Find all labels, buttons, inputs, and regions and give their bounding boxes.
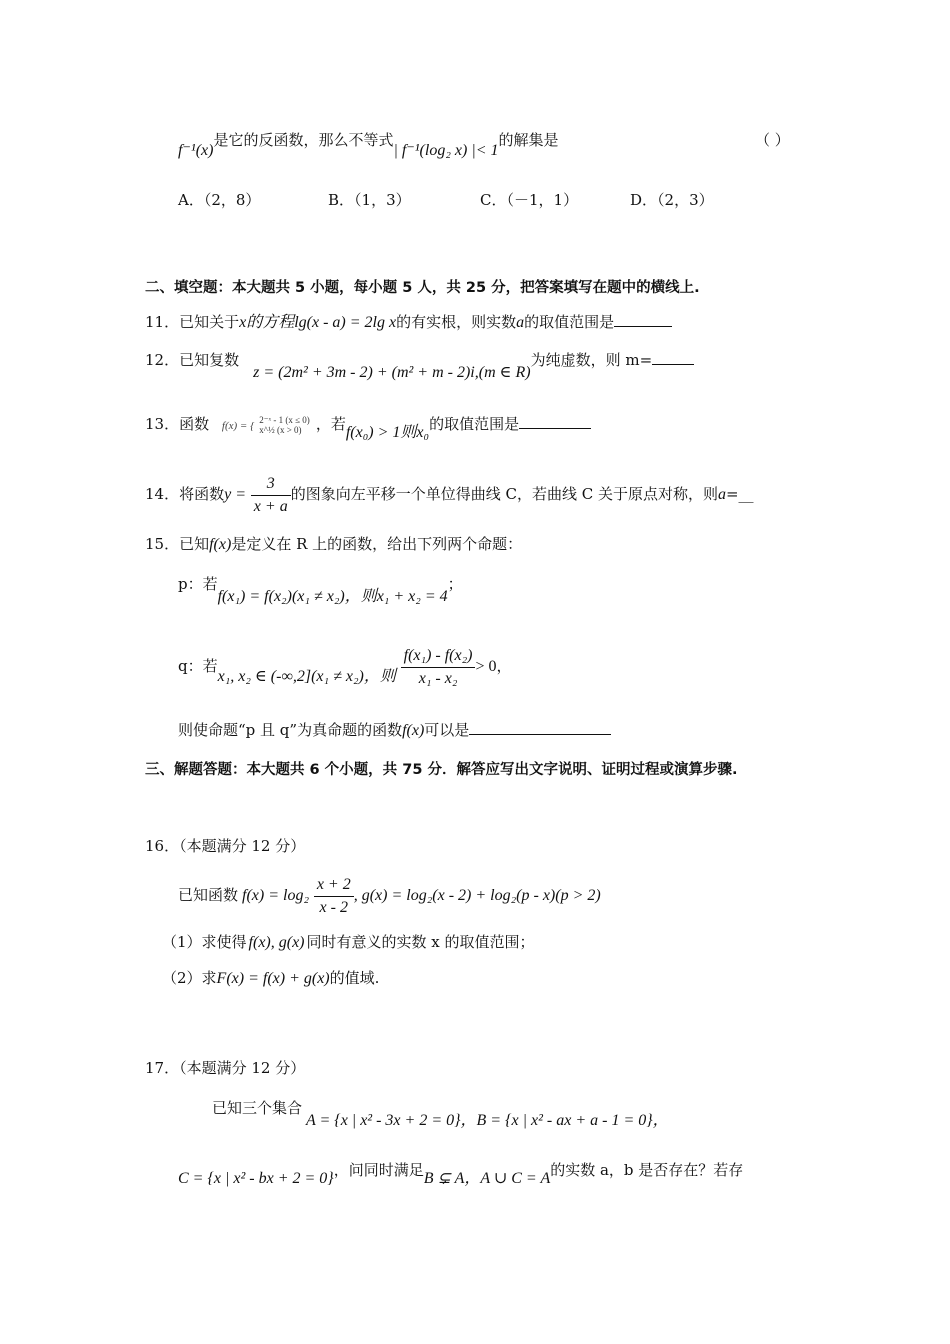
option-b: B．（1，3）	[328, 191, 411, 209]
q16-fraction	[314, 876, 354, 917]
q11-answer-blank[interactable]	[614, 312, 672, 327]
q16-g-math: , g(x) = log₂(x - 2) + log₂(p - x)(p > 2)	[353, 887, 601, 904]
answer-paren: （ ）	[755, 131, 790, 149]
math-finv: f⁻¹(x)	[178, 142, 214, 159]
q16-stem	[178, 872, 601, 919]
q10-text1: 是它的反函数，那么不等式	[213, 131, 394, 149]
section-2-heading: 二、填空题：本大题共 5 小题，每小题 5 人，共 25 分，把答案填写在题中的横线上.	[145, 280, 700, 296]
q15-number: 15．	[145, 535, 180, 553]
q13-text2: ，若	[315, 415, 346, 433]
q16-part1-text-a: （1）求使得	[162, 933, 247, 951]
q17-header: 17．（本题满分 12 分）	[145, 1059, 306, 1077]
q15-q-end: ，	[496, 657, 512, 675]
q17-stem-line2	[178, 1160, 744, 1187]
q15-text1: 已知	[179, 535, 210, 553]
q11-var: a	[516, 314, 525, 331]
q13-piecewise	[259, 415, 310, 435]
q14-frac-den: x + a	[253, 497, 288, 515]
question-13	[145, 414, 591, 441]
q14-number: 14．	[145, 485, 180, 503]
option-c: C．（－1，1）	[480, 191, 579, 209]
question-14	[145, 474, 754, 516]
q16-f-math: f(x) = log₂	[242, 887, 310, 904]
q15-conclusion-text2: 可以是	[424, 721, 470, 739]
q15-q-frac-den: x₁ - x₂	[418, 669, 458, 687]
q11-text1: 已知关于	[179, 313, 240, 331]
q17-stem-line1	[212, 1098, 669, 1129]
q15-q-fraction	[401, 647, 476, 688]
q15-conclusion	[178, 720, 611, 741]
q15-p-end: ；	[447, 575, 463, 593]
question-15	[145, 534, 522, 555]
q16-part1-math: f(x), g(x)	[248, 934, 305, 951]
math-inequality: | f⁻¹(log₂ x) |< 1	[393, 142, 499, 159]
q11-text2: 的有实根，则实数	[396, 313, 517, 331]
q10-stem	[178, 130, 559, 159]
q14-frac-num: 3	[251, 475, 291, 496]
q15-q-frac-num: f(x₁) - f(x₂)	[401, 647, 476, 668]
q14-a: a	[717, 486, 726, 503]
q13-func: f(x) = {	[221, 420, 255, 432]
q16-part-2	[162, 968, 379, 989]
q12-math: z = (2m² + 3m - 2) + (m² + m - 2)i,(m ∈ R)	[253, 364, 531, 381]
q13-text1: 函数	[179, 415, 210, 433]
q13-number: 13．	[145, 415, 180, 433]
q15-q-math: x₁, x₂ ∈ (-∞,2](x₁ ≠ x₂)，则	[217, 668, 396, 685]
question-12	[145, 350, 694, 381]
q15-f: f(x)	[209, 536, 232, 553]
q13-piece-top: 2⁻ˣ - 1 (x ≤ 0)	[259, 415, 310, 425]
q11-math: x的方程lg(x - a) = 2lg x	[239, 314, 397, 331]
q14-fraction	[251, 475, 291, 516]
q15-q-label: q：若	[178, 657, 218, 675]
q13-piece-bottom: x^½ (x > 0)	[259, 425, 302, 435]
q14-text2: 的图象向左平移一个单位得曲线 C，若曲线 C 关于原点对称，则	[290, 485, 718, 503]
q12-number: 12．	[145, 351, 180, 369]
q16-part1-text-b: 同时有意义的实数 x 的取值范围；	[306, 933, 535, 951]
q16-part2-text-b: 的值域.	[329, 969, 380, 987]
q13-answer-blank[interactable]	[519, 414, 591, 429]
q14-text3: =__	[725, 485, 754, 503]
q14-text1: 将函数	[179, 485, 225, 503]
q17-condition: B ⊊ A，A ∪ C = A	[423, 1170, 551, 1187]
q15-p-label: p：若	[178, 575, 218, 593]
q14-y: y =	[224, 486, 247, 503]
q13-cond: f(x₀) > 1则x₀	[345, 424, 430, 441]
q15-text2: 是定义在 R 上的函数，给出下列两个命题：	[231, 535, 523, 553]
q17-text2: ，问同时满足	[333, 1161, 424, 1179]
q13-text3: 的取值范围是	[429, 415, 520, 433]
q16-part2-text-a: （2）求	[162, 969, 217, 987]
q11-number: 11．	[145, 313, 180, 331]
q12-text2: 为纯虚数，则 m=	[530, 351, 653, 369]
option-a: A．（2，8）	[178, 191, 261, 209]
q16-text1: 已知函数	[178, 886, 239, 904]
section-3-heading: 三、解题答题：本大题共 6 个小题，共 75 分．解答应写出文字说明、证明过程或演算步骤.	[145, 762, 738, 778]
q15-q-tail: > 0	[475, 658, 497, 675]
q16-frac-num: x + 2	[314, 876, 354, 897]
q16-part2-math: F(x) = f(x) + g(x)	[216, 970, 330, 987]
option-d: D．（2，3）	[630, 191, 714, 209]
q10-text2: 的解集是	[498, 131, 559, 149]
q15-answer-blank[interactable]	[469, 720, 611, 735]
q15-proposition-q	[178, 644, 512, 689]
q12-text1: 已知复数	[179, 351, 240, 369]
q16-part-1	[162, 932, 535, 953]
question-11	[145, 312, 672, 333]
q15-conclusion-math: f(x)	[402, 722, 425, 739]
q16-frac-den: x - 2	[319, 898, 348, 916]
q17-text1: 已知三个集合	[212, 1099, 303, 1117]
q16-header: 16．（本题满分 12 分）	[145, 837, 306, 855]
q12-answer-blank[interactable]	[652, 350, 694, 365]
q15-proposition-p	[178, 574, 463, 605]
q11-text3: 的取值范围是	[524, 313, 615, 331]
q17-text3: 的实数 a，b 是否存在？若存	[550, 1161, 744, 1179]
q15-conclusion-text1: 则使命题“p 且 q”为真命题的函数	[178, 721, 403, 739]
q15-p-math: f(x₁) = f(x₂)(x₁ ≠ x₂)，则x₁ + x₂ = 4	[217, 588, 448, 605]
q17-set-c: C = {x | x² - bx + 2 = 0}	[178, 1170, 334, 1187]
q17-sets-ab: A = {x | x² - 3x + 2 = 0}，B = {x | x² - ax + a - 1 = 0}，	[306, 1112, 669, 1129]
